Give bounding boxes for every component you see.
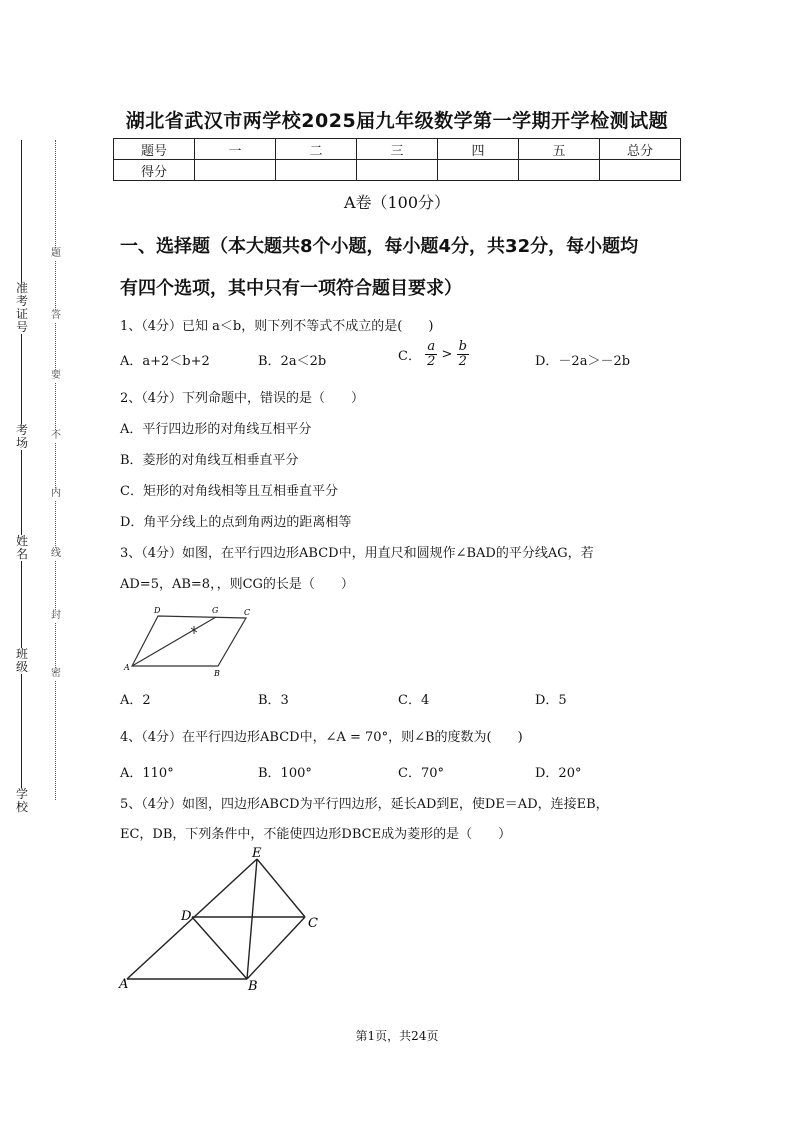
seal-char: 要 (51, 370, 61, 381)
question-3-option-d: D．5 (535, 693, 567, 708)
question-4-option-c: C．70° (398, 766, 444, 781)
seal-dotted-line (55, 140, 56, 800)
question-3-stem-line1: 3、（4分）如图，在平行四边形ABCD中，用直尺和圆规作∠BAD的平分线AG，若 (120, 546, 594, 561)
compass-arc-mark (191, 626, 197, 634)
margin-label-exam-number: 准考证号 (15, 281, 28, 334)
question-3-option-b: B．3 (258, 693, 289, 708)
vertex-label-c: C (244, 608, 251, 617)
margin-label-name: 姓名 (15, 534, 28, 561)
fraction-numerator: b (458, 339, 467, 354)
score-table-cell: 得分 (114, 160, 195, 181)
score-table-cell: 题号 (114, 139, 195, 160)
score-table-cell: 五 (519, 139, 600, 160)
page-footer: 第1页，共24页 (355, 1029, 439, 1043)
question-2-option-c: C．矩形的对角线相等且互相垂直平分 (120, 484, 338, 499)
vertex-label-a: A (124, 663, 130, 672)
segment-ae (127, 859, 257, 979)
question-4-stem: 4、（4分）在平行四边形ABCD中，∠A = 70°，则∠B的度数为( ) (120, 730, 523, 745)
question-1-option-b: B．2a＜2b (258, 354, 327, 369)
seal-char: 答 (51, 310, 61, 321)
score-table-cell: 四 (438, 139, 519, 160)
part-heading-line1: 一、选择题（本大题共8个小题，每小题4分，共32分，每小题均 (120, 236, 639, 257)
fraction-denominator: 2 (427, 354, 436, 369)
vertex-label-g: G (212, 606, 219, 615)
question-1-option-d: D．－2a＞－2b (535, 354, 631, 369)
question-4-option-b: B．100° (258, 766, 312, 781)
option-c-prefix: C． (398, 349, 421, 364)
question-1-option-c (398, 340, 469, 369)
question-5-stem-line2: EC，DB，下列条件中，不能使四边形DBCE成为菱形的是（ ） (120, 827, 512, 842)
segment-db (192, 917, 247, 979)
fraction-a-over-2 (425, 340, 437, 369)
margin-label-class: 班级 (15, 647, 28, 674)
question-2-stem: 2、（4分）下列命题中，错误的是（ ） (120, 391, 365, 406)
score-table (113, 138, 681, 181)
score-table-score-row (114, 160, 681, 181)
question-4-option-d: D．20° (535, 766, 582, 781)
section-title: A卷（100分） (343, 193, 451, 212)
seal-char: 线 (51, 548, 61, 559)
question-2-option-d: D．角平分线上的点到角两边的距离相等 (120, 515, 352, 530)
seal-char: 密 (51, 668, 61, 679)
page-title: 湖北省武汉市两学校2025届九年级数学第一学期开学检测试题 (125, 110, 669, 132)
score-cell-empty (357, 160, 438, 181)
score-table-cell: 二 (276, 139, 357, 160)
question-3-stem-line2: AD=5，AB=8，，则CG的长是（ ） (120, 577, 354, 592)
parallelogram-outline (132, 616, 246, 666)
vertex-label-d: D (181, 909, 192, 924)
score-table-cell: 一 (195, 139, 276, 160)
margin-label-exam-room: 考场 (15, 423, 28, 450)
seal-char: 内 (51, 488, 61, 499)
vertex-label-b: B (248, 979, 258, 994)
parallelogram-abcd-figure (120, 602, 260, 680)
score-cell-empty (195, 160, 276, 181)
margin-writing-line (21, 140, 22, 795)
score-cell-empty (519, 160, 600, 181)
margin-label-school: 学校 (15, 787, 28, 814)
seal-char: 封 (51, 610, 61, 621)
score-table-cell: 三 (357, 139, 438, 160)
fraction-numerator: a (425, 340, 437, 355)
fraction-denominator: 2 (458, 354, 467, 369)
score-cell-empty (600, 160, 681, 181)
vertex-label-d: D (154, 606, 161, 615)
question-2-option-b: B．菱形的对角线互相垂直平分 (120, 453, 299, 468)
segment-bc (247, 917, 305, 979)
seal-char: 题 (51, 248, 61, 259)
score-table-header-row (114, 139, 681, 160)
vertex-label-c: C (308, 916, 318, 931)
question-1-option-a: A．a+2＜b+2 (120, 354, 210, 369)
question-5-stem-line1: 5、（4分）如图，四边形ABCD为平行四边形，延长AD到E，使DE＝AD，连接EB， (120, 797, 609, 812)
segment-eb (247, 859, 257, 979)
part-heading-line2: 有四个选项，其中只有一项符合题目要求） (120, 278, 462, 299)
score-table-cell: 总分 (600, 139, 681, 160)
question-3-option-a: A．2 (120, 693, 151, 708)
score-cell-empty (438, 160, 519, 181)
vertex-label-b: B (214, 669, 220, 678)
seal-char: 不 (51, 430, 61, 441)
greater-than-sign: > (441, 347, 453, 362)
question-1-stem: 1、（4分）已知 a＜b，则下列不等式不成立的是( ) (120, 319, 434, 334)
fraction-b-over-2 (457, 340, 469, 369)
score-cell-empty (276, 160, 357, 181)
question-2-option-a: A．平行四边形的对角线互相平分 (120, 422, 312, 437)
question-4-option-a: A．110° (120, 766, 174, 781)
segment-ec (257, 859, 305, 917)
vertex-label-a: A (119, 977, 129, 992)
vertex-label-e: E (252, 846, 262, 861)
rhombus-dbce-figure (115, 845, 335, 995)
question-3-option-c: C．4 (398, 693, 430, 708)
